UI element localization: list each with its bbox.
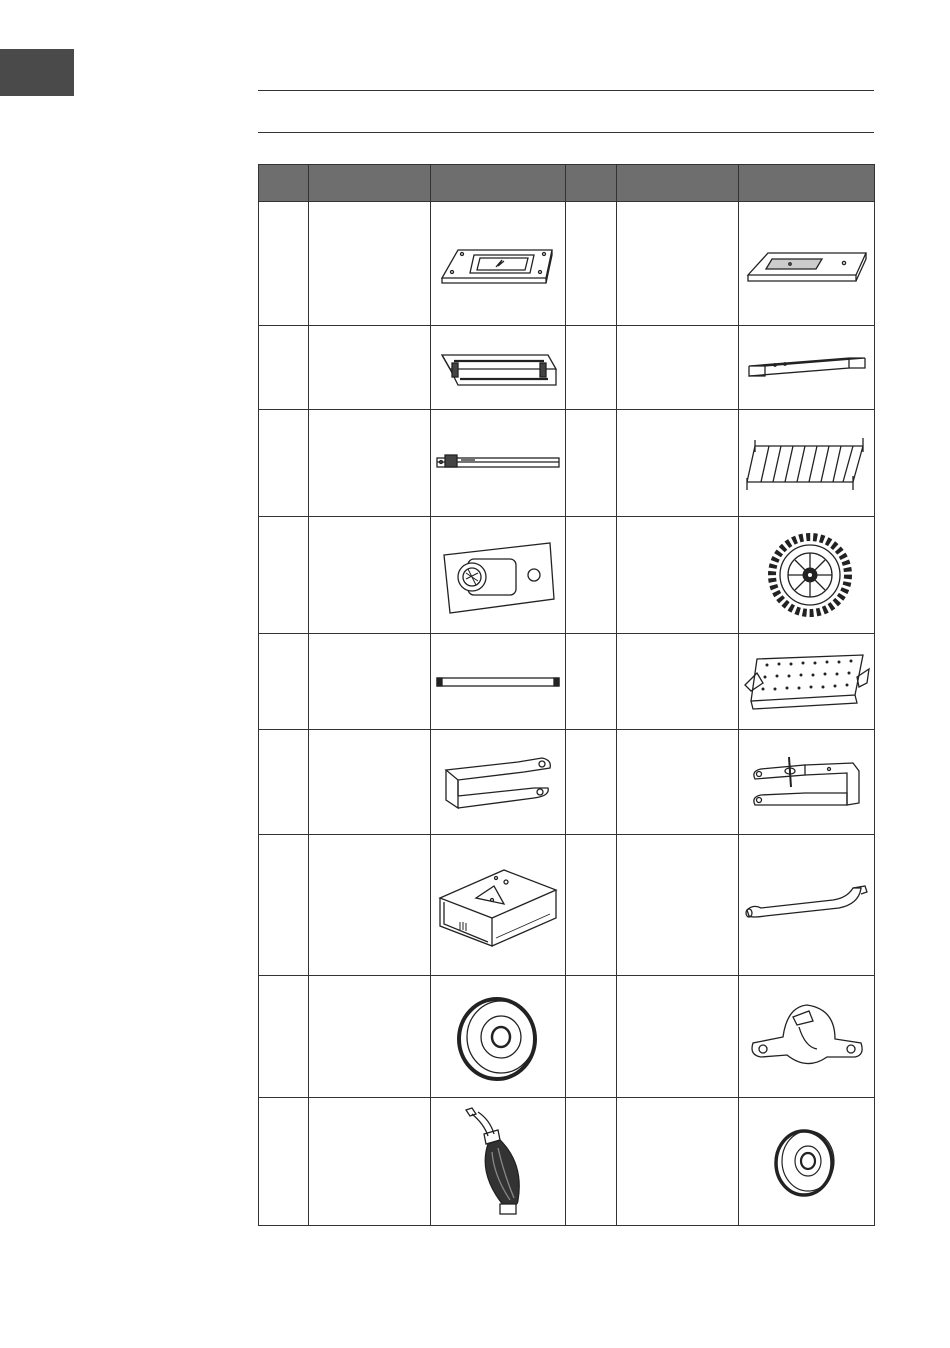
- table-row: [259, 634, 875, 730]
- part-image-cell: [739, 202, 875, 326]
- part-image-cell: [739, 1098, 875, 1226]
- part-image-cell: [431, 410, 566, 517]
- part-name-cell: [617, 730, 739, 835]
- part-image-cell: [431, 1098, 566, 1226]
- part-name-cell: [617, 1098, 739, 1226]
- mount-bracket-icon: [747, 997, 867, 1077]
- threaded-bracket-icon: [438, 535, 558, 615]
- part-number-cell: [259, 517, 309, 634]
- part-number-cell: [566, 835, 617, 976]
- part-image-cell: [739, 835, 875, 976]
- part-name-cell: [309, 517, 431, 634]
- section-rule: [258, 132, 874, 133]
- top-rule: [258, 90, 874, 91]
- part-number-cell: [259, 410, 309, 517]
- table-row: [259, 1098, 875, 1226]
- part-name-cell: [617, 326, 739, 410]
- part-name-cell: [617, 835, 739, 976]
- perforated-tray-icon: [743, 647, 871, 717]
- part-image-cell: [739, 634, 875, 730]
- part-image-cell: [431, 202, 566, 326]
- part-name-cell: [617, 202, 739, 326]
- square-tube-icon: [745, 348, 869, 388]
- part-image-cell: [739, 730, 875, 835]
- round-cap-icon: [453, 992, 543, 1082]
- part-number-cell: [566, 517, 617, 634]
- table-header-row: [259, 165, 875, 202]
- table-row: [259, 326, 875, 410]
- u-bracket-icon: [438, 750, 558, 814]
- parts-table: [258, 164, 875, 1226]
- part-name-cell: [617, 410, 739, 517]
- table-row: [259, 976, 875, 1098]
- part-number-cell: [259, 730, 309, 835]
- part-number-cell: [566, 976, 617, 1098]
- part-image-cell: [431, 835, 566, 976]
- part-name-cell: [309, 730, 431, 835]
- burner-box-icon: [436, 860, 560, 950]
- part-name-cell: [309, 976, 431, 1098]
- part-image-cell: [431, 326, 566, 410]
- part-number-cell: [566, 634, 617, 730]
- handle-icon: [743, 880, 871, 930]
- part-name-cell: [309, 326, 431, 410]
- part-number-cell: [566, 1098, 617, 1226]
- part-image-cell: [431, 976, 566, 1098]
- part-number-cell: [566, 410, 617, 517]
- part-image-cell: [739, 410, 875, 517]
- part-number-cell: [566, 202, 617, 326]
- part-number-cell: [259, 835, 309, 976]
- hinge-bracket-icon: [747, 747, 867, 817]
- col-header-no-left: [259, 165, 309, 202]
- table-row: [259, 410, 875, 517]
- axle-rod-icon: [435, 672, 561, 692]
- part-name-cell: [617, 517, 739, 634]
- part-name-cell: [617, 634, 739, 730]
- frame-tray-icon: [436, 341, 560, 395]
- part-image-cell: [431, 730, 566, 835]
- part-name-cell: [309, 202, 431, 326]
- language-tab: [0, 49, 74, 96]
- slotted-bar-icon: [435, 448, 561, 478]
- grill-top-panel-icon: [744, 239, 870, 289]
- col-header-name-left: [309, 165, 431, 202]
- part-number-cell: [259, 976, 309, 1098]
- part-name-cell: [309, 634, 431, 730]
- part-image-cell: [739, 517, 875, 634]
- part-image-cell: [431, 634, 566, 730]
- small-cap-icon: [772, 1125, 842, 1199]
- part-name-cell: [309, 410, 431, 517]
- part-name-cell: [309, 1098, 431, 1226]
- table-row: [259, 730, 875, 835]
- part-image-cell: [739, 976, 875, 1098]
- hand-pump-icon: [458, 1104, 538, 1220]
- grate-rack-icon: [743, 428, 871, 498]
- wheel-icon: [762, 530, 852, 620]
- table-row: [259, 835, 875, 976]
- part-name-cell: [617, 976, 739, 1098]
- table-row: [259, 517, 875, 634]
- part-image-cell: [431, 517, 566, 634]
- col-header-image-right: [739, 165, 875, 202]
- grill-top-plate-icon: [436, 234, 560, 294]
- col-header-image-left: [431, 165, 566, 202]
- part-number-cell: [566, 730, 617, 835]
- table-row: [259, 202, 875, 326]
- part-number-cell: [259, 634, 309, 730]
- part-number-cell: [259, 326, 309, 410]
- part-number-cell: [259, 202, 309, 326]
- part-number-cell: [566, 326, 617, 410]
- col-header-no-right: [566, 165, 617, 202]
- col-header-name-right: [617, 165, 739, 202]
- part-number-cell: [259, 1098, 309, 1226]
- part-image-cell: [739, 326, 875, 410]
- part-name-cell: [309, 835, 431, 976]
